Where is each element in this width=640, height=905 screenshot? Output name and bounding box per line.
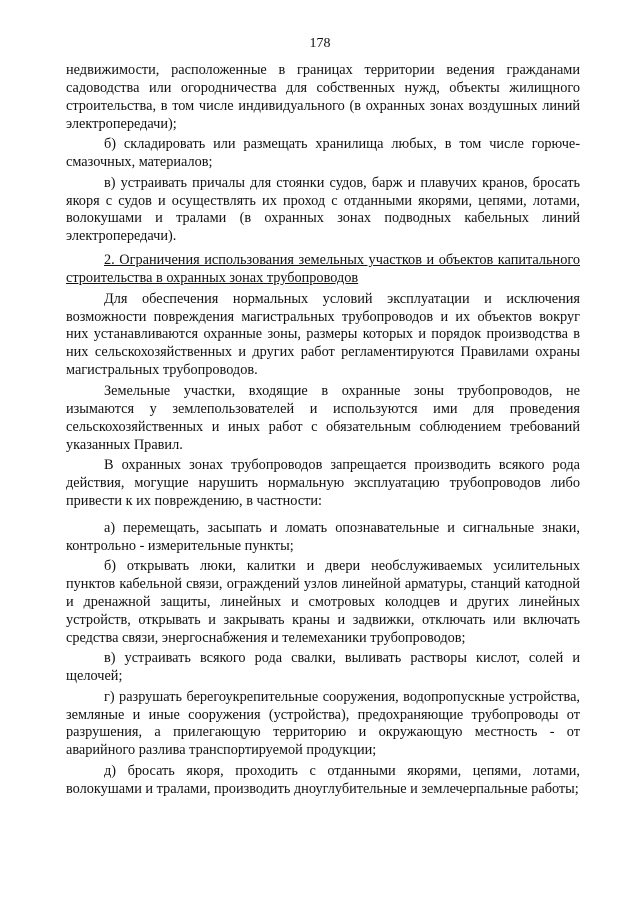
list-item-b2: б) открывать люки, калитки и двери необслуживаемых усилительных пунктов кабельной связи, ограждений узлов линейной арматуры, станций катодной и дренажной защиты, линейных и смотровых колодцев и других линейных устройств, открывать и закрывать краны и задвижки, отключать или включать средства связи, энергоснабжения и телемеханики трубопроводов; <box>66 558 580 646</box>
list-item-b: б) складировать или размещать хранилища любых, в том числе горюче-смазочных, материалов; <box>66 136 580 171</box>
list-item-v: в) устраивать причалы для стоянки судов, барж и плавучих кранов, бросать якоря с судов и осуществлять их проход с отданными якорями, цепями, лотами, волокушами и тралами (в охранных зонах подводных кабельных линий электропередачи). <box>66 174 580 245</box>
page-number: 178 <box>309 36 331 51</box>
section-heading: 2. Ограничения использования земельных участков и объектов капитального строительства в охранных зонах трубопроводов <box>66 252 580 287</box>
list-item-d: д) бросать якоря, проходить с отданными якорями, цепями, лотами, волокушами и тралами, производить дноуглубительные и землечерпальные работы; <box>66 762 580 797</box>
list-item-v2: в) устраивать всякого рода свалки, выливать растворы кислот, солей и щелочей; <box>66 650 580 685</box>
paragraph-continuation: недвижимости, расположенные в границах территории ведения гражданами садоводства или огородничества для собственных нужд, объекты жилищного строительства, в том числе индивидуального (в охранных зонах воздушных линий электропередачи); <box>66 62 580 132</box>
list-item-g: г) разрушать берегоукрепительные сооружения, водопропускные устройства, земляные и иные сооружения (устройства), предохраняющие трубопроводы от разрушения, а прилегающую территорию и окружающую местность - от аварийного разлива транспортируемой продукции; <box>66 688 580 759</box>
paragraph-land-plots: Земельные участки, входящие в охранные зоны трубопроводов, не изымаются у землепользователей и используются ими для проведения сельскохозяйственных и иных работ с обязательным соблюдением требований указанных Правил. <box>66 382 580 453</box>
paragraph-protection-zones: Для обеспечения нормальных условий эксплуатации и исключения возможности повреждения магистральных трубопроводов и их объектов вокруг них устанавливаются охранные зоны, размеры которых и порядок производства в них сельскохозяйственных и других работ регламентируются Правилами охраны магистральных трубопроводов. <box>66 290 580 379</box>
list-item-a: а) перемещать, засыпать и ломать опознавательные и сигнальные знаки, контрольно - измерительные пункты; <box>66 519 580 554</box>
paragraph-prohibitions: В охранных зонах трубопроводов запрещается производить всякого рода действия, могущие нарушить нормальную эксплуатацию трубопроводов либо привести к их повреждению, в частности: <box>66 457 580 509</box>
document-body <box>66 62 580 801</box>
